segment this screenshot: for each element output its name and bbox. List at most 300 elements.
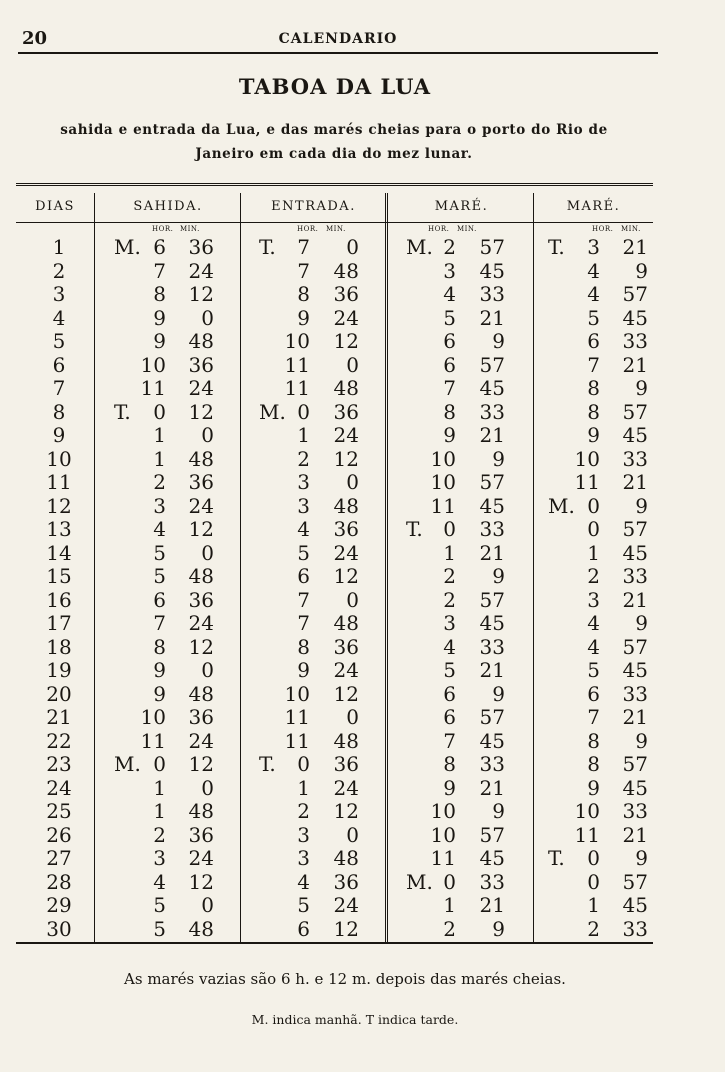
entrada-hours-value: 4 <box>297 869 310 894</box>
sahida-minutes-value: 0 <box>201 423 214 447</box>
sahida-hours-value: 9 <box>153 305 166 330</box>
mare2-hours-value: 6 <box>587 681 600 706</box>
entrada-minutes-value: 12 <box>333 446 359 471</box>
table-row <box>16 330 653 354</box>
sahida-period-prefix: M. <box>114 235 141 259</box>
sahida-minutes-value: 48 <box>188 446 214 471</box>
entrada-minutes-value: 12 <box>333 329 359 353</box>
entrada-hours-value: 11 <box>284 376 310 400</box>
mare1-hours-value: 10 <box>430 470 456 494</box>
sahida-minutes-value: 12 <box>188 752 214 776</box>
mare1-hours-value: 7 <box>443 376 456 400</box>
mare1-minutes-value: 57 <box>479 235 505 259</box>
mare2-minutes-value: 9 <box>635 846 648 870</box>
sahida-minutes-value: 24 <box>188 258 214 283</box>
mare1-minutes-value: 57 <box>479 470 505 494</box>
sahida-hours-value: 1 <box>153 775 166 800</box>
day-number: 24 <box>46 775 72 800</box>
sahida-hours-value: 0 <box>153 399 166 424</box>
subheader-minutes: MIN. <box>326 225 346 233</box>
entrada-hours-value: 2 <box>297 799 310 823</box>
day-number: 26 <box>46 822 72 847</box>
mare2-minutes-value: 45 <box>622 305 648 330</box>
column-header-mare-2: MARÉ. <box>566 199 621 214</box>
mare1-period-prefix: T. <box>406 517 423 541</box>
header-rule <box>18 52 658 54</box>
sahida-hours-value: 4 <box>153 869 166 894</box>
legend-note: M. indica manhã. T indica tarde. <box>251 1012 459 1027</box>
entrada-minutes-value: 36 <box>333 282 359 306</box>
table-row <box>16 753 653 777</box>
day-number: 16 <box>46 587 72 612</box>
entrada-hours-value: 3 <box>297 846 310 870</box>
entrada-minutes-value: 24 <box>333 658 359 682</box>
mare1-minutes-value: 33 <box>479 399 505 424</box>
mare1-hours-value: 0 <box>443 869 456 894</box>
entrada-hours-value: 0 <box>297 752 310 776</box>
mare2-hours-value: 3 <box>587 587 600 612</box>
mare1-minutes-value: 57 <box>479 352 505 377</box>
subtitle-line-1: sahida e entrada da Lua, e das marés cheias para o porto do Rio de <box>60 122 608 138</box>
mare1-minutes-value: 21 <box>479 893 505 917</box>
mare2-hours-value: 10 <box>574 799 600 823</box>
mare1-minutes-value: 9 <box>492 564 505 588</box>
mare1-hours-value: 4 <box>443 282 456 306</box>
sahida-hours-value: 10 <box>140 705 166 729</box>
mare2-minutes-value: 33 <box>622 916 648 941</box>
day-number: 19 <box>46 658 72 682</box>
table-row <box>16 730 653 754</box>
table-row <box>16 424 653 448</box>
sahida-minutes-value: 48 <box>188 799 214 823</box>
mare2-minutes-value: 57 <box>622 282 648 306</box>
mare2-hours-value: 2 <box>587 564 600 588</box>
entrada-minutes-value: 24 <box>333 305 359 330</box>
mare2-hours-value: 0 <box>587 493 600 518</box>
mare1-hours-value: 7 <box>443 728 456 753</box>
mare1-minutes-value: 9 <box>492 681 505 706</box>
day-number: 30 <box>46 916 72 941</box>
entrada-minutes-value: 48 <box>333 258 359 283</box>
mare2-hours-value: 0 <box>587 846 600 870</box>
table-row <box>16 518 653 542</box>
entrada-minutes-value: 36 <box>333 517 359 541</box>
sahida-hours-value: 0 <box>153 752 166 776</box>
sahida-minutes-value: 0 <box>201 893 214 917</box>
mare2-minutes-value: 33 <box>622 681 648 706</box>
mare2-minutes-value: 33 <box>622 564 648 588</box>
mare1-hours-value: 5 <box>443 305 456 330</box>
mare2-minutes-value: 45 <box>622 540 648 565</box>
sahida-minutes-value: 48 <box>188 681 214 706</box>
sahida-minutes-value: 0 <box>201 540 214 565</box>
table-top-rule <box>16 183 653 189</box>
mare1-minutes-value: 21 <box>479 540 505 565</box>
sahida-minutes-value: 0 <box>201 305 214 330</box>
mare2-period-prefix: M. <box>548 493 575 518</box>
entrada-hours-value: 10 <box>284 329 310 353</box>
day-number: 10 <box>46 446 72 471</box>
sahida-hours-value: 11 <box>140 728 166 753</box>
mare1-minutes-value: 33 <box>479 752 505 776</box>
mare1-minutes-value: 45 <box>479 611 505 635</box>
sahida-minutes-value: 24 <box>188 493 214 518</box>
mare2-hours-value: 4 <box>587 258 600 283</box>
entrada-hours-value: 9 <box>297 658 310 682</box>
mare2-period-prefix: T. <box>548 235 565 259</box>
entrada-minutes-value: 36 <box>333 634 359 659</box>
sahida-hours-value: 5 <box>153 564 166 588</box>
entrada-hours-value: 1 <box>297 775 310 800</box>
mare2-minutes-value: 57 <box>622 517 648 541</box>
table-row <box>16 542 653 566</box>
entrada-period-prefix: T. <box>259 752 276 776</box>
sahida-hours-value: 6 <box>153 235 166 259</box>
entrada-hours-value: 6 <box>297 916 310 941</box>
sahida-minutes-value: 36 <box>188 235 214 259</box>
day-number: 5 <box>52 329 66 353</box>
running-title: CALENDARIO <box>278 31 398 47</box>
day-number: 25 <box>46 799 72 823</box>
table-row <box>16 495 653 519</box>
mare2-hours-value: 11 <box>574 470 600 494</box>
sahida-minutes-value: 36 <box>188 587 214 612</box>
mare2-minutes-value: 9 <box>635 611 648 635</box>
entrada-hours-value: 5 <box>297 540 310 565</box>
sahida-hours-value: 5 <box>153 916 166 941</box>
mare1-minutes-value: 9 <box>492 329 505 353</box>
mare2-hours-value: 4 <box>587 282 600 306</box>
sahida-hours-value: 9 <box>153 681 166 706</box>
sahida-minutes-value: 48 <box>188 564 214 588</box>
mare1-minutes-value: 21 <box>479 775 505 800</box>
mare1-hours-value: 3 <box>443 611 456 635</box>
mare1-minutes-value: 9 <box>492 799 505 823</box>
table-row <box>16 659 653 683</box>
mare1-period-prefix: M. <box>406 235 433 259</box>
mare2-minutes-value: 45 <box>622 893 648 917</box>
entrada-hours-value: 11 <box>284 728 310 753</box>
entrada-minutes-value: 36 <box>333 752 359 776</box>
mare2-hours-value: 5 <box>587 658 600 682</box>
entrada-hours-value: 7 <box>297 611 310 635</box>
sahida-period-prefix: T. <box>114 399 131 424</box>
day-number: 6 <box>52 352 66 377</box>
mare1-hours-value: 10 <box>430 799 456 823</box>
mare1-minutes-value: 21 <box>479 305 505 330</box>
table-row <box>16 824 653 848</box>
table-row <box>16 283 653 307</box>
entrada-period-prefix: T. <box>259 235 276 259</box>
day-number: 23 <box>46 752 72 776</box>
mare1-hours-value: 9 <box>443 423 456 447</box>
mare1-hours-value: 0 <box>443 517 456 541</box>
entrada-minutes-value: 24 <box>333 540 359 565</box>
day-number: 3 <box>52 282 66 306</box>
entrada-minutes-value: 24 <box>333 423 359 447</box>
subheader-minutes: MIN. <box>621 225 641 233</box>
table-row <box>16 471 653 495</box>
mare1-minutes-value: 33 <box>479 517 505 541</box>
entrada-period-prefix: M. <box>259 399 286 424</box>
mare2-hours-value: 2 <box>587 916 600 941</box>
mare1-minutes-value: 21 <box>479 658 505 682</box>
entrada-hours-value: 2 <box>297 446 310 471</box>
sahida-minutes-value: 24 <box>188 728 214 753</box>
table-row <box>16 448 653 472</box>
entrada-minutes-value: 0 <box>346 470 359 494</box>
table-row <box>16 706 653 730</box>
mare2-minutes-value: 57 <box>622 399 648 424</box>
sahida-hours-value: 3 <box>153 846 166 870</box>
sahida-minutes-value: 12 <box>188 282 214 306</box>
entrada-minutes-value: 0 <box>346 705 359 729</box>
day-number: 1 <box>52 235 66 259</box>
mare2-hours-value: 7 <box>587 705 600 729</box>
entrada-minutes-value: 12 <box>333 564 359 588</box>
entrada-minutes-value: 48 <box>333 611 359 635</box>
entrada-minutes-value: 48 <box>333 728 359 753</box>
entrada-hours-value: 6 <box>297 564 310 588</box>
mare2-minutes-value: 21 <box>622 705 648 729</box>
sahida-hours-value: 9 <box>153 329 166 353</box>
mare1-hours-value: 2 <box>443 587 456 612</box>
day-number: 8 <box>52 399 66 424</box>
mare2-minutes-value: 33 <box>622 329 648 353</box>
entrada-hours-value: 7 <box>297 235 310 259</box>
mare2-hours-value: 5 <box>587 305 600 330</box>
entrada-hours-value: 8 <box>297 634 310 659</box>
subtitle-line-2: Janeiro em cada dia do mez lunar. <box>195 146 473 162</box>
table-row <box>16 777 653 801</box>
mare2-minutes-value: 33 <box>622 799 648 823</box>
entrada-hours-value: 8 <box>297 282 310 306</box>
entrada-minutes-value: 24 <box>333 893 359 917</box>
sahida-hours-value: 8 <box>153 282 166 306</box>
sahida-minutes-value: 0 <box>201 775 214 800</box>
sahida-minutes-value: 36 <box>188 705 214 729</box>
day-number: 20 <box>46 681 72 706</box>
entrada-minutes-value: 24 <box>333 775 359 800</box>
entrada-hours-value: 10 <box>284 681 310 706</box>
day-number: 28 <box>46 869 72 894</box>
table-row <box>16 612 653 636</box>
day-number: 29 <box>46 893 72 917</box>
entrada-minutes-value: 0 <box>346 235 359 259</box>
entrada-hours-value: 3 <box>297 822 310 847</box>
mare1-period-prefix: M. <box>406 869 433 894</box>
day-number: 11 <box>46 470 72 494</box>
day-number: 27 <box>46 846 72 870</box>
entrada-minutes-value: 48 <box>333 846 359 870</box>
entrada-minutes-value: 0 <box>346 352 359 377</box>
mare2-hours-value: 9 <box>587 775 600 800</box>
column-header-dias: DIAS <box>35 199 75 214</box>
sahida-minutes-value: 48 <box>188 916 214 941</box>
mare1-minutes-value: 45 <box>479 493 505 518</box>
table-row <box>16 871 653 895</box>
sahida-hours-value: 1 <box>153 446 166 471</box>
mare1-hours-value: 6 <box>443 329 456 353</box>
table-row <box>16 683 653 707</box>
sahida-minutes-value: 36 <box>188 822 214 847</box>
sahida-minutes-value: 12 <box>188 399 214 424</box>
sahida-minutes-value: 24 <box>188 376 214 400</box>
table-row <box>16 589 653 613</box>
day-number: 12 <box>46 493 72 518</box>
mare2-minutes-value: 45 <box>622 423 648 447</box>
sahida-hours-value: 7 <box>153 611 166 635</box>
mare2-minutes-value: 21 <box>622 235 648 259</box>
entrada-hours-value: 7 <box>297 258 310 283</box>
mare2-minutes-value: 21 <box>622 352 648 377</box>
mare1-hours-value: 11 <box>430 493 456 518</box>
mare1-minutes-value: 9 <box>492 446 505 471</box>
mare1-minutes-value: 45 <box>479 728 505 753</box>
entrada-minutes-value: 12 <box>333 681 359 706</box>
entrada-minutes-value: 48 <box>333 493 359 518</box>
mare2-hours-value: 8 <box>587 728 600 753</box>
mare2-hours-value: 4 <box>587 634 600 659</box>
mare2-minutes-value: 9 <box>635 493 648 518</box>
table-row <box>16 847 653 871</box>
mare2-hours-value: 8 <box>587 752 600 776</box>
entrada-minutes-value: 36 <box>333 869 359 894</box>
mare2-minutes-value: 45 <box>622 775 648 800</box>
mare2-minutes-value: 57 <box>622 634 648 659</box>
mare1-hours-value: 2 <box>443 235 456 259</box>
table-row <box>16 307 653 331</box>
mare1-hours-value: 6 <box>443 705 456 729</box>
mare1-minutes-value: 45 <box>479 258 505 283</box>
mare1-hours-value: 10 <box>430 822 456 847</box>
entrada-minutes-value: 36 <box>333 399 359 424</box>
sahida-hours-value: 2 <box>153 822 166 847</box>
mare1-minutes-value: 33 <box>479 869 505 894</box>
day-number: 2 <box>52 258 66 283</box>
mare1-hours-value: 6 <box>443 352 456 377</box>
entrada-minutes-value: 12 <box>333 916 359 941</box>
mare2-minutes-value: 9 <box>635 258 648 283</box>
mare2-hours-value: 0 <box>587 869 600 894</box>
entrada-hours-value: 4 <box>297 517 310 541</box>
mare2-minutes-value: 21 <box>622 587 648 612</box>
sahida-minutes-value: 12 <box>188 869 214 894</box>
entrada-hours-value: 11 <box>284 705 310 729</box>
day-number: 15 <box>46 564 72 588</box>
mare1-hours-value: 3 <box>443 258 456 283</box>
sahida-hours-value: 6 <box>153 587 166 612</box>
mare2-minutes-value: 33 <box>622 446 648 471</box>
entrada-hours-value: 9 <box>297 305 310 330</box>
page-header <box>18 26 658 54</box>
mare1-minutes-value: 57 <box>479 705 505 729</box>
mare2-hours-value: 3 <box>587 235 600 259</box>
mare2-hours-value: 8 <box>587 376 600 400</box>
entrada-hours-value: 3 <box>297 493 310 518</box>
sahida-minutes-value: 0 <box>201 658 214 682</box>
mare2-hours-value: 6 <box>587 329 600 353</box>
mare2-period-prefix: T. <box>548 846 565 870</box>
subheader-hours: HOR. <box>297 225 319 233</box>
mare2-minutes-value: 9 <box>635 728 648 753</box>
page-title: TABOA DA LUA <box>238 74 432 99</box>
table-row <box>16 918 653 942</box>
column-header-mare-1: MARÉ. <box>434 199 489 214</box>
mare2-hours-value: 11 <box>574 822 600 847</box>
entrada-hours-value: 1 <box>297 423 310 447</box>
sahida-hours-value: 1 <box>153 799 166 823</box>
mare2-minutes-value: 45 <box>622 658 648 682</box>
day-number: 9 <box>52 423 66 447</box>
sahida-minutes-value: 12 <box>188 634 214 659</box>
mare1-hours-value: 8 <box>443 399 456 424</box>
sahida-hours-value: 1 <box>153 423 166 447</box>
page-number: 20 <box>22 28 48 49</box>
day-number: 21 <box>46 705 72 729</box>
mare1-minutes-value: 33 <box>479 282 505 306</box>
mare1-minutes-value: 57 <box>479 587 505 612</box>
mare2-hours-value: 1 <box>587 893 600 917</box>
sahida-hours-value: 9 <box>153 658 166 682</box>
mare1-hours-value: 1 <box>443 893 456 917</box>
table-row <box>16 354 653 378</box>
sahida-hours-value: 5 <box>153 893 166 917</box>
mare1-hours-value: 11 <box>430 846 456 870</box>
sahida-minutes-value: 12 <box>188 517 214 541</box>
moon-table-body <box>16 236 653 941</box>
table-row <box>16 236 653 260</box>
mare2-minutes-value: 57 <box>622 869 648 894</box>
mare1-minutes-value: 45 <box>479 846 505 870</box>
subtitle <box>28 118 640 166</box>
subheader-minutes: MIN. <box>180 225 200 233</box>
day-number: 7 <box>52 376 66 400</box>
sahida-minutes-value: 24 <box>188 846 214 870</box>
sahida-minutes-value: 24 <box>188 611 214 635</box>
day-number: 4 <box>52 305 66 330</box>
mare2-hours-value: 4 <box>587 611 600 635</box>
table-row <box>16 401 653 425</box>
mare1-hours-value: 2 <box>443 564 456 588</box>
mare1-hours-value: 6 <box>443 681 456 706</box>
mare1-hours-value: 5 <box>443 658 456 682</box>
table-row <box>16 636 653 660</box>
mare1-minutes-value: 9 <box>492 916 505 941</box>
column-header-sahida: SAHIDA. <box>133 199 203 214</box>
sahida-hours-value: 3 <box>153 493 166 518</box>
table-bottom-rule <box>16 942 653 944</box>
mare1-hours-value: 1 <box>443 540 456 565</box>
mare2-hours-value: 9 <box>587 423 600 447</box>
mare2-minutes-value: 57 <box>622 752 648 776</box>
sahida-hours-value: 5 <box>153 540 166 565</box>
table-row <box>16 260 653 284</box>
sahida-period-prefix: M. <box>114 752 141 776</box>
table-row <box>16 894 653 918</box>
sahida-hours-value: 8 <box>153 634 166 659</box>
entrada-hours-value: 7 <box>297 587 310 612</box>
mare2-minutes-value: 9 <box>635 376 648 400</box>
mare2-hours-value: 8 <box>587 399 600 424</box>
mare2-minutes-value: 21 <box>622 822 648 847</box>
mare2-hours-value: 7 <box>587 352 600 377</box>
subheader-hours: HOR. <box>592 225 614 233</box>
mare2-hours-value: 1 <box>587 540 600 565</box>
mare1-minutes-value: 33 <box>479 634 505 659</box>
day-number: 18 <box>46 634 72 659</box>
subheader-minutes: MIN. <box>457 225 477 233</box>
